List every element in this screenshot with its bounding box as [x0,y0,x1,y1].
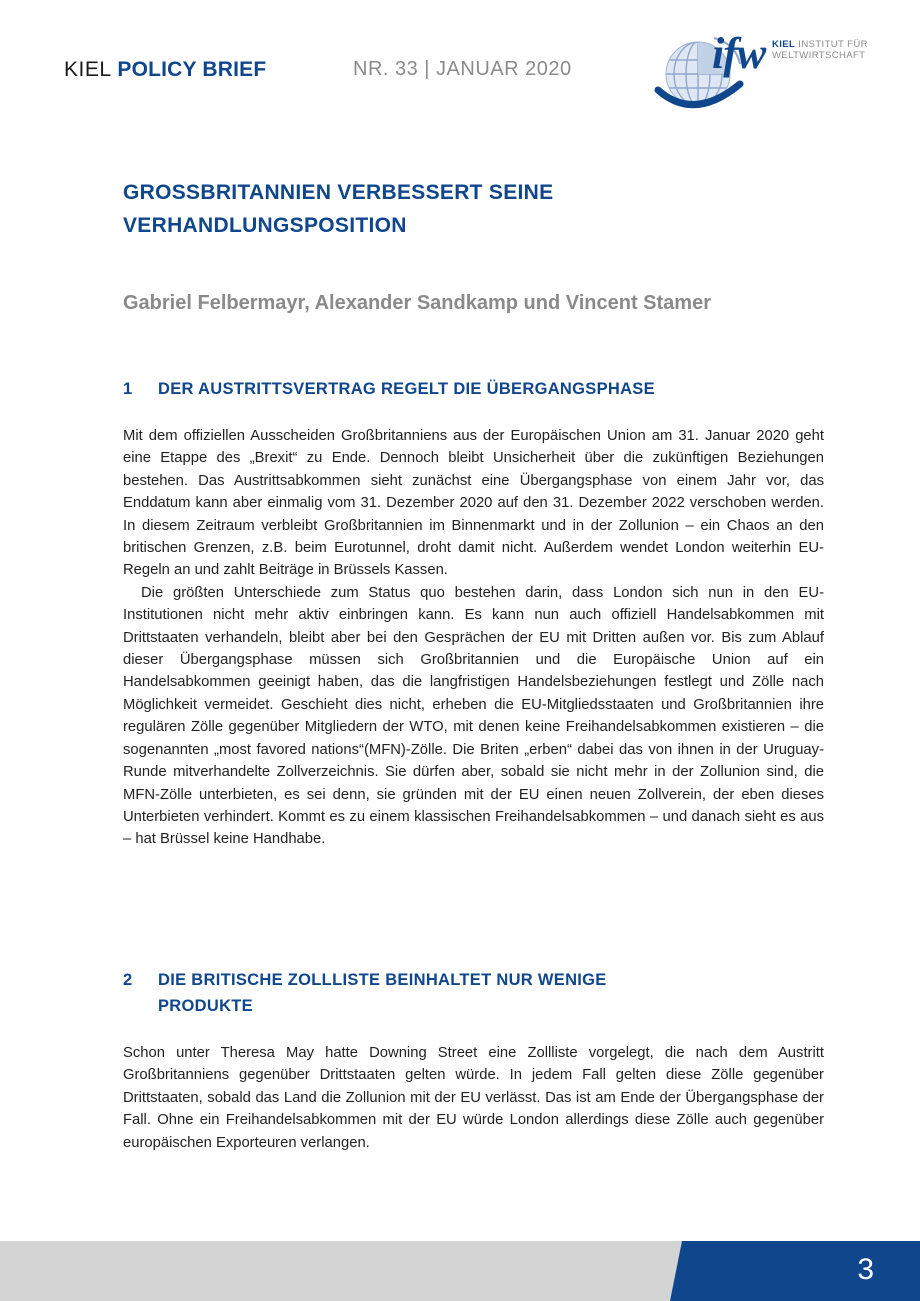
page-number: 3 [857,1253,874,1286]
section-2-body [123,1042,824,1154]
authors: Gabriel Felbermayr, Alexander Sandkamp und Vincent Stamer [123,292,711,314]
section-2-heading [123,967,808,1019]
logo-weltwirtschaft: WELTWIRTSCHAFT [772,50,866,61]
logo-ifw: ifw [712,29,766,78]
ifw-logo [654,30,874,126]
issue-label: NR. 33 | JANUAR 2020 [353,58,572,80]
section-2-number: 2 [123,971,133,989]
footer-page-box [670,1241,920,1301]
section-2-title-line-2: PRODUKTE [158,997,253,1015]
logo-institut: INSTITUT FÜR [798,39,868,50]
footer-bar [0,1241,700,1301]
title-line-2: VERHANDLUNGSPOSITION [123,214,407,237]
section-1-number: 1 [123,380,133,398]
logo-kiel: KIEL [772,39,796,50]
section-1-body [123,425,824,851]
section-1-title: DER AUSTRITTSVERTRAG REGELT DIE ÜBERGANGSPHASE [158,380,655,398]
section-2-paragraph-1: Schon unter Theresa May hatte Downing Street eine Zollliste vorgelegt, die nach dem Austritt Großbritanniens gegenüber Drittstaaten gelten würde. In jedem Fall gelten diese Zölle gegenüber Drittstaaten, sobald das Land die Zollunion mit der EU verlässt. Das ist am Ende der Übergangsphase der Fall. Ohne ein Freihandelsabkommen mit der EU würde London allerdings diese Zölle auch gegenüber europäischen Exporteuren verlangen. [123,1045,824,1151]
brand-title [64,58,266,82]
section-1-paragraph-1: Mit dem offiziellen Ausscheiden Großbritanniens aus der Europäischen Union am 31. Januar 2020 geht eine Etappe des „Brexit“ zu Ende. Dennoch bleibt Unsicherheit über die zukünftigen Beziehungen bestehen. Das Austrittsabkommen sieht zunächst eine Übergangsphase von einem Jahr vor, das Enddatum kann aber einmalig vom 31. Dezember 2020 auf den 31. Dezember 2022 verschoben werden. In diesem Zeitraum verbleibt Großbritannien im Binnenmarkt und in der Zollunion – ein Chaos an den britischen Grenzen, z.B. beim Eurotunnel, droht damit nicht. Außerdem wendet London weiterhin EU-Regeln an und zahlt Beiträge in Brüssels Kassen. [123,428,824,579]
section-2-title [158,967,808,1019]
page-title [123,176,823,242]
section-1-heading [123,376,808,402]
title-line-1: GROSSBRITANNIEN VERBESSERT SEINE [123,181,554,204]
brand-policy-brief: POLICY BRIEF [117,58,267,81]
brand-kiel: KIEL [64,58,112,81]
section-1-paragraph-2: Die größten Unterschiede zum Status quo bestehen darin, dass London sich nun in den EU-Institutionen nicht mehr aktiv einbringen kann. Es kann nun auch offiziell Handelsabkommen mit Drittstaaten verhandeln, bleibt aber bei den Gesprächen der EU mit Dritten außen vor. Bis zum Ablauf dieser Übergangsphase müssen sich Großbritannien und die Europäische Union auf ein Handelsabkommen geeinigt haben, das die langfristigen Handelsbeziehungen festlegt und Zölle nach Möglichkeit vermeidet. Geschieht dies nicht, erheben die EU-Mitgliedsstaaten und Großbritannien ihre regulären Zölle gegenüber Mitgliedern der WTO, mit denen keine Freihandelsabkommen existieren – die sogenannten „most favored nations“(MFN)-Zölle. Die Briten „erben“ dabei das von ihnen in der Uruguay-Runde mitverhandelte Zollverzeichnis. Sie dürfen aber, sobald sie nicht mehr in der Zollunion sind, die MFN-Zölle unterbieten, es sei denn, sie gründen mit der EU einen neuen Zollverein, der eben dieses Unterbieten verhindert. Kommt es zu einem klassischen Freihandelsabkommen – und danach sieht es aus – hat Brüssel keine Handhabe. [123,584,824,848]
logo-institute-name [772,39,868,61]
section-2-title-line-1: DIE BRITISCHE ZOLLLISTE BEINHALTET NUR WENIGE [158,971,607,989]
